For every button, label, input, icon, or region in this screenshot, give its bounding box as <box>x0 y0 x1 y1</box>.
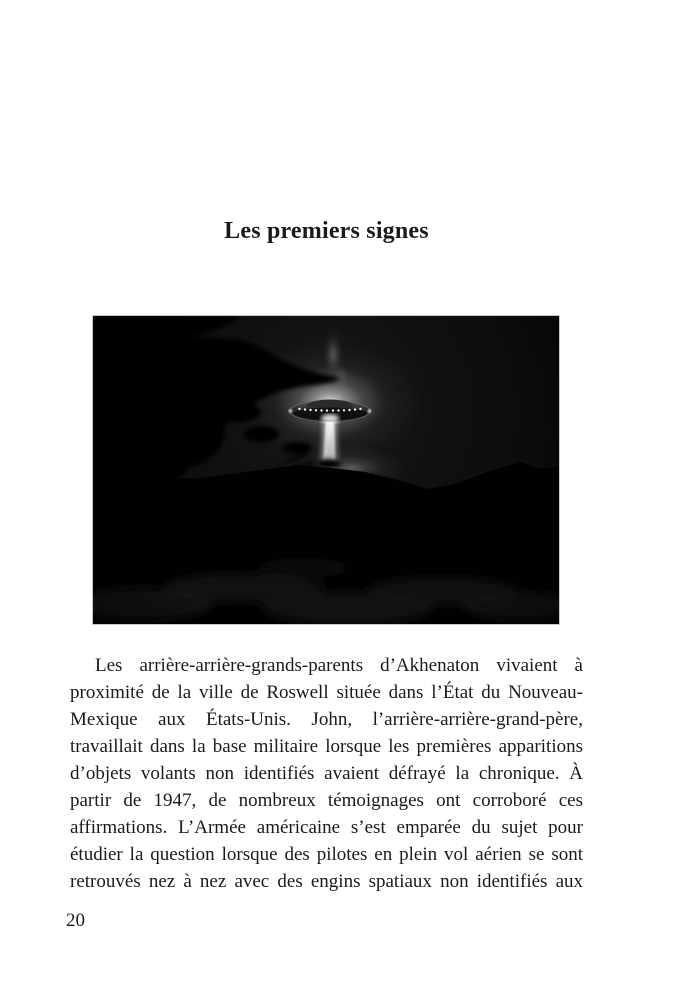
vignette <box>93 316 559 624</box>
paragraph-line: Les arrière-arrière-grands-parents d’Akhenaton vivaient à <box>95 655 583 676</box>
chapter-title: Les premiers signes <box>224 218 429 245</box>
paragraph-line: retrouvés nez à nez avec des engins spatiaux non identifiés aux <box>70 871 583 892</box>
page-number: 20 <box>66 910 85 931</box>
paragraph-line: travaillait dans la base militaire lorsque les premières apparitions <box>70 736 583 757</box>
paragraph-line: affirmations. L’Armée américaine s’est emparée du sujet pour <box>70 817 583 838</box>
ufo-photo <box>93 316 559 624</box>
body-paragraph <box>70 652 583 895</box>
paragraph-line: d’objets volants non identifiés avaient défrayé la chronique. À <box>70 763 583 784</box>
paragraph-line: partir de 1947, de nombreux témoignages ont corroboré ces <box>70 790 583 811</box>
paragraph-line: Mexique aux États-Unis. John, l’arrière-arrière-grand-père, <box>70 709 583 730</box>
paragraph-line: étudier la question lorsque des pilotes en plein vol aérien se sont <box>70 844 583 865</box>
ufo-night-scene <box>93 316 559 624</box>
paragraph-line: proximité de la ville de Roswell située dans l’État du Nouveau- <box>70 682 583 703</box>
